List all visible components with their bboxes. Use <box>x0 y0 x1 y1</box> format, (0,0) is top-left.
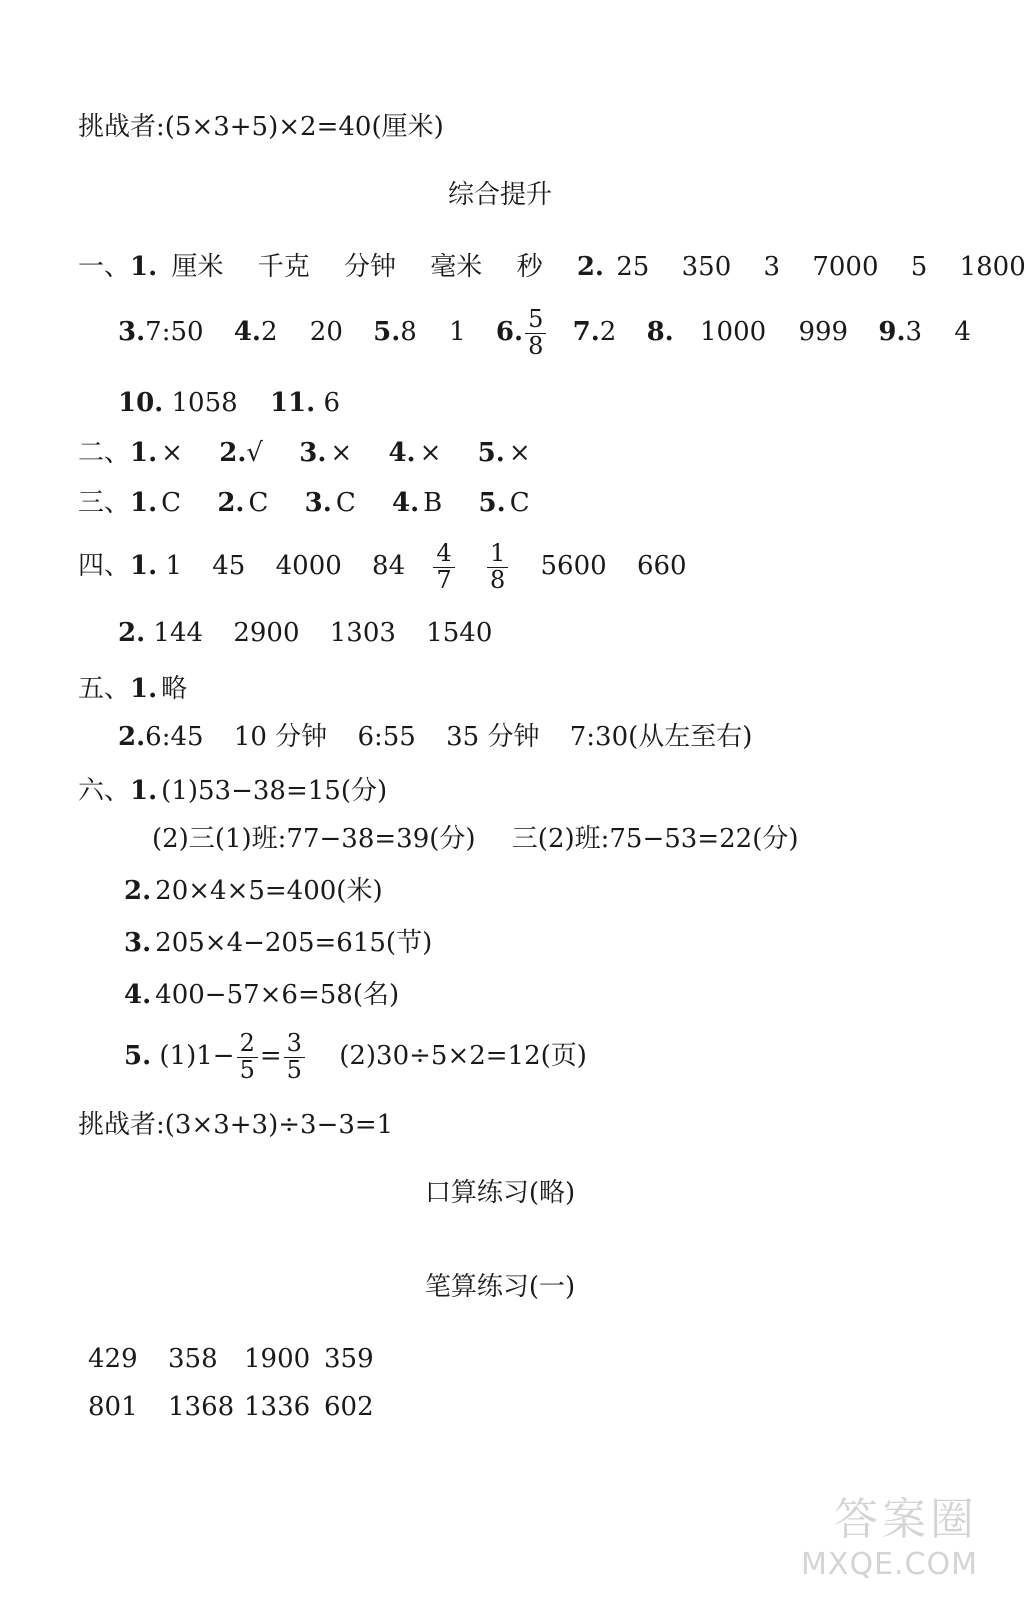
s1-q10-val: 1058 <box>171 388 238 418</box>
calc-value: 359 <box>324 1344 374 1374</box>
s6-q1-b: (2)三(1)班:77−38=39(分) <box>152 824 476 854</box>
s1-q2-f: 1800 <box>959 252 1026 282</box>
s1-q11-num: 11. <box>269 388 316 418</box>
s1-q2-a: 25 <box>616 252 650 282</box>
s1-marker: 一、 <box>78 252 131 282</box>
challenge-top: 挑战者:(5×3+5)×2=40(厘米) <box>78 112 444 142</box>
s1-q8-num: 8. <box>646 317 674 347</box>
s4-q2-b: 2900 <box>233 618 300 648</box>
s3-q4-val: B <box>423 488 443 518</box>
s3-q5-val: C <box>509 488 530 518</box>
s6-q4-num: 4. <box>124 980 152 1010</box>
s6-q5-fraction-2 <box>284 1031 305 1082</box>
watermark-logo: 答案圈 <box>834 1494 978 1545</box>
s4-marker: 四、 <box>78 551 131 581</box>
s1-q4-a: 2 <box>260 317 278 347</box>
s3-q1-val: C <box>161 488 182 518</box>
fraction-denominator: 7 <box>436 565 452 594</box>
s2-q1-num: 1. <box>130 438 158 468</box>
section-title-written: 笔算练习(一) <box>424 1272 576 1302</box>
s5-q2-e: 7:30(从左至右) <box>569 722 753 752</box>
s1-q2-d: 7000 <box>812 252 879 282</box>
s5-q2-d: 35 分钟 <box>446 722 540 752</box>
s6-q5-eq: = <box>259 1041 282 1071</box>
s4-q1-d: 84 <box>372 551 406 581</box>
calc-value: 1368 <box>168 1392 235 1422</box>
s4-q1-fraction-1 <box>433 541 454 592</box>
s4-q1-a: 1 <box>165 551 182 581</box>
s6-line4 <box>124 930 432 956</box>
s4-q1-e: 5600 <box>540 551 607 581</box>
s1-q4-num: 4. <box>233 317 261 347</box>
fraction-numerator: 4 <box>433 541 454 567</box>
s3-q5-num: 5. <box>478 488 506 518</box>
s1-q7-num: 7. <box>572 317 600 347</box>
s2-q2-val: √ <box>246 438 263 468</box>
s1-q4-b: 20 <box>309 317 343 347</box>
s4-q2-c: 1303 <box>329 618 396 648</box>
s4-q1-b: 45 <box>212 551 246 581</box>
s2-q3-val: × <box>330 438 353 468</box>
s6-line1 <box>78 778 387 804</box>
s5-q2-c: 6:55 <box>357 722 416 752</box>
s1-q9-b: 4 <box>954 317 971 347</box>
s1-q1-a: 厘米 <box>171 252 224 282</box>
s3-q3-num: 3. <box>304 488 332 518</box>
s5-q1-num: 1. <box>130 674 158 704</box>
s6-q5-post: (2)30÷5×2=12(页) <box>339 1041 587 1071</box>
s4-q1-f: 660 <box>636 551 687 581</box>
s2-q4-val: × <box>419 438 442 468</box>
s4-q1-num: 1. <box>130 551 158 581</box>
s6-line3 <box>124 878 383 904</box>
s5-q2-b: 10 分钟 <box>233 722 328 752</box>
s4-q1-fraction-2 <box>487 541 508 592</box>
calc-row-1 <box>88 1346 374 1372</box>
calc-value: 358 <box>168 1344 218 1374</box>
s2-q2-num: 2. <box>219 438 247 468</box>
s1-q8-b: 999 <box>798 317 849 347</box>
fraction-denominator: 8 <box>528 331 544 360</box>
s6-q3-num: 3. <box>124 928 152 958</box>
s3-q3-val: C <box>335 488 356 518</box>
s1-q3-num: 3. <box>118 317 146 347</box>
s6-q1-a: (1)53−38=15(分) <box>161 776 388 806</box>
s5-line1 <box>78 676 187 702</box>
s1-line2 <box>118 304 971 360</box>
s5-marker: 五、 <box>78 674 131 704</box>
s3-q2-num: 2. <box>217 488 245 518</box>
s1-q9-a: 3 <box>905 317 923 347</box>
s6-q2-val: 20×4×5=400(米) <box>155 876 383 906</box>
calc-value: 429 <box>88 1344 138 1374</box>
s3-q4-num: 4. <box>392 488 420 518</box>
s1-q8-a: 1000 <box>700 317 767 347</box>
s5-q1-val: 略 <box>161 674 188 704</box>
s4-line2 <box>118 620 492 646</box>
fraction-denominator: 8 <box>489 565 506 594</box>
s4-q2-d: 1540 <box>426 618 493 648</box>
s6-q2-num: 2. <box>124 876 152 906</box>
watermark-url: MXQE.COM <box>801 1547 978 1582</box>
s2-q3-num: 3. <box>299 438 327 468</box>
s1-line1 <box>78 254 1026 280</box>
calc-value: 801 <box>88 1392 138 1422</box>
s6-q5-fraction-1 <box>237 1031 258 1082</box>
s5-q2-a: 6:45 <box>145 722 204 752</box>
fraction-numerator: 3 <box>284 1031 305 1057</box>
s1-q5-a: 8 <box>400 317 417 347</box>
s1-q1-d: 毫米 <box>430 252 483 282</box>
calc-value: 602 <box>324 1392 374 1422</box>
s6-q5-num: 5. <box>124 1041 152 1071</box>
s1-q1-num: 1. <box>130 252 158 282</box>
s1-q1-b: 千克 <box>257 252 310 282</box>
s3-line <box>78 490 530 516</box>
s6-line5 <box>124 982 399 1008</box>
challenge-bottom: 挑战者:(3×3+3)÷3−3=1 <box>78 1110 394 1140</box>
s1-q7-val: 2 <box>599 317 617 347</box>
s1-q2-b: 350 <box>681 252 732 282</box>
s6-q1-c: 三(2)班:75−53=22(分) <box>511 824 799 854</box>
s6-q1-num: 1. <box>130 776 158 806</box>
section-title-oral: 口算练习(略) <box>424 1178 576 1208</box>
s6-q3-val: 205×4−205=615(节) <box>155 928 433 958</box>
calc-value: 1336 <box>244 1392 311 1422</box>
s1-q2-e: 5 <box>910 252 928 282</box>
s1-line3 <box>118 390 340 416</box>
s1-q1-e: 秒 <box>516 252 543 282</box>
fraction-numerator: 2 <box>237 1031 258 1057</box>
calc-row-2 <box>88 1394 374 1420</box>
s1-q3-val: 7:50 <box>145 317 204 347</box>
fraction-denominator: 5 <box>239 1055 255 1084</box>
s5-q2-num: 2. <box>118 722 146 752</box>
fraction-numerator: 1 <box>487 541 508 567</box>
s2-q5-num: 5. <box>477 438 505 468</box>
s6-marker: 六、 <box>78 776 131 806</box>
s1-q11-val: 6 <box>323 388 340 418</box>
s6-q5-pre: (1)1− <box>159 1041 235 1071</box>
section-title-comprehensive: 综合提升 <box>447 180 552 210</box>
s6-q4-val: 400−57×6=58(名) <box>155 980 400 1010</box>
s4-q2-num: 2. <box>118 618 146 648</box>
s1-q2-c: 3 <box>763 252 781 282</box>
s1-q2-num: 2. <box>576 252 604 282</box>
s3-q2-val: C <box>248 488 269 518</box>
fraction-numerator: 5 <box>525 307 546 333</box>
s3-marker: 三、 <box>78 488 131 518</box>
s2-q1-val: × <box>161 438 183 468</box>
s4-q1-c: 4000 <box>275 551 342 581</box>
s4-q2-a: 144 <box>153 618 204 648</box>
s2-marker: 二、 <box>78 438 131 468</box>
s6-line6 <box>124 1028 587 1084</box>
s1-q1-c: 分钟 <box>344 252 397 282</box>
s2-q4-num: 4. <box>388 438 416 468</box>
s1-q5-b: 1 <box>449 317 466 347</box>
s6-line2 <box>152 826 799 852</box>
calc-value: 1900 <box>244 1344 311 1374</box>
s5-line2 <box>118 724 752 750</box>
s2-q5-val: × <box>508 438 531 468</box>
watermark <box>801 1483 978 1582</box>
s1-q6-num: 6. <box>495 317 524 347</box>
s2-line <box>78 440 531 466</box>
fraction-denominator: 5 <box>286 1055 302 1084</box>
s3-q1-num: 1. <box>130 488 158 518</box>
s1-q10-num: 10. <box>118 388 164 418</box>
s1-q6-fraction <box>525 307 546 358</box>
s1-q9-num: 9. <box>878 317 906 347</box>
s1-q5-num: 5. <box>373 317 401 347</box>
s4-line1 <box>78 538 687 594</box>
